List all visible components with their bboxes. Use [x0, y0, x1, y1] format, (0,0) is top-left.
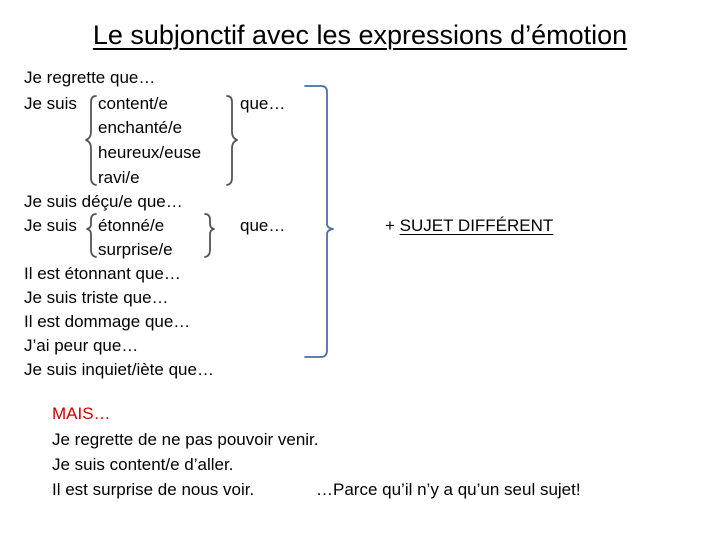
que-label-1: que…: [240, 94, 286, 113]
exception-example-3: Il est surprise de nous voir.: [52, 480, 255, 499]
que-label-2: que…: [240, 216, 286, 235]
left-brace-group-1: [86, 96, 96, 185]
rule-prefix: +: [385, 216, 400, 235]
large-bracket: [305, 86, 333, 357]
exception-example-1: Je regrette de ne pas pouvoir venir.: [52, 430, 319, 449]
page-title: Le subjonctif avec les expressions d’émotion: [92, 20, 628, 50]
adjective-heureux: heureux/euse: [98, 143, 202, 162]
exception-explanation: …Parce qu’il n’y a qu’un seul sujet!: [316, 480, 581, 499]
rule-label: SUJET DIFFÉRENT: [399, 216, 554, 235]
expression-je-suis-prefix-2: Je suis: [24, 216, 77, 235]
left-brace-group-2: [87, 214, 96, 257]
adjective-ravi: ravi/e: [98, 168, 140, 187]
expression-inquiet: Je suis inquiet/iète que…: [24, 360, 214, 379]
exception-heading: MAIS…: [52, 404, 111, 423]
adjective-etonne: étonné/e: [98, 216, 165, 235]
adjective-content: content/e: [98, 94, 168, 113]
expression-je-suis-prefix-1: Je suis: [24, 94, 77, 113]
adjective-surprise: surprise/e: [98, 240, 173, 259]
expression-decu: Je suis déçu/e que…: [24, 192, 183, 211]
adjective-enchante: enchanté/e: [98, 118, 183, 137]
expression-dommage: Il est dommage que…: [24, 312, 191, 331]
expression-je-regrette: Je regrette que…: [24, 68, 156, 87]
right-brace-group-2: [205, 214, 214, 257]
expression-triste: Je suis triste que…: [24, 288, 169, 307]
expression-peur: J’ai peur que…: [24, 336, 139, 355]
expression-etonnant: Il est étonnant que…: [24, 264, 181, 283]
right-brace-group-1: [227, 96, 237, 185]
exception-example-2: Je suis content/e d’aller.: [52, 455, 234, 474]
